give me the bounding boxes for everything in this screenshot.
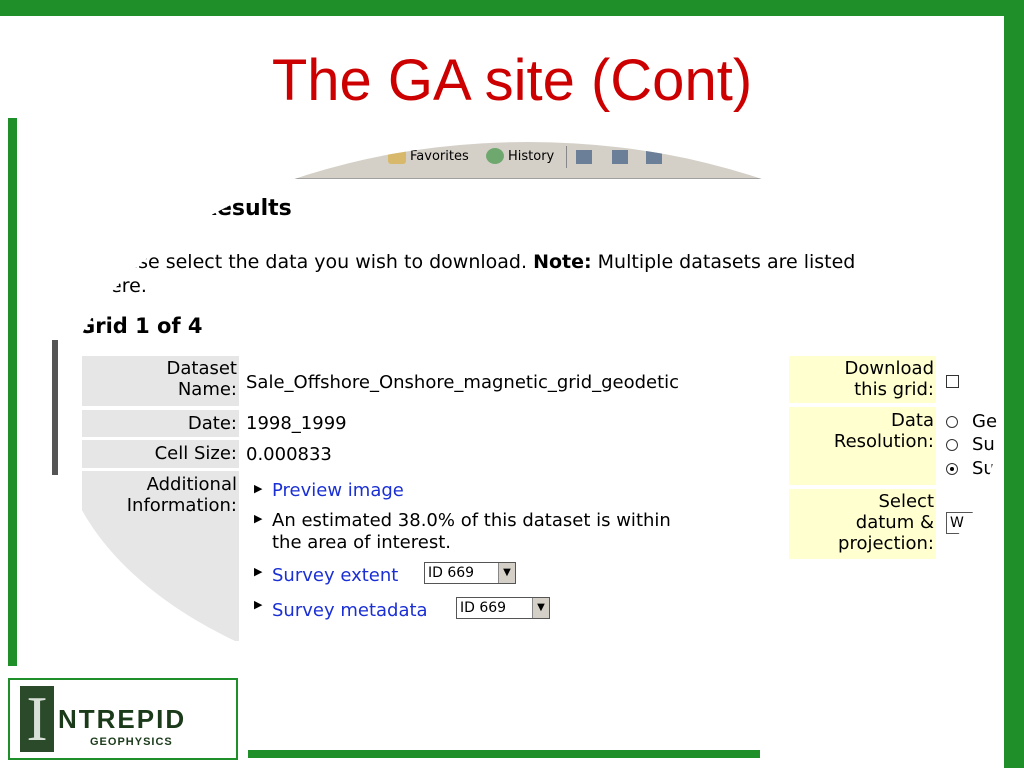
logo-letter: I [20, 686, 54, 752]
survey-extent-select[interactable]: ID 669 ▼ [424, 562, 516, 584]
survey-metadata-select[interactable]: ID 669 ▼ [456, 597, 550, 619]
history-icon [486, 148, 504, 164]
intro-prefix: Please select the data you wish to download. [98, 251, 528, 273]
dataset-name-value: Sale_Offshore_Onshore_magnetic_grid_geodetic [246, 372, 680, 393]
browser-screenshot [58, 142, 998, 702]
bullet-icon: ▶ [254, 565, 263, 578]
logo-word: NTREPID [58, 704, 187, 734]
history-button[interactable] [486, 148, 554, 164]
intro-note-label: Note: [533, 251, 592, 273]
intro-note-text: Multiple datasets are listed [597, 251, 856, 273]
history-label: History [508, 148, 555, 164]
left-green-bar [8, 118, 17, 666]
grid-heading: Grid 1 of 4 [78, 314, 203, 338]
intro-text [98, 250, 938, 298]
preview-image-link[interactable]: Preview image [272, 480, 404, 501]
bullet-icon: ▶ [254, 512, 263, 525]
print-icon[interactable] [612, 150, 628, 164]
results-heading: Results [200, 196, 292, 221]
top-green-bar [0, 0, 1024, 16]
resolution-option-3: Su [972, 458, 995, 479]
resolution-radio-2[interactable] [946, 439, 958, 451]
chevron-down-icon[interactable]: ▼ [498, 563, 515, 583]
date-label: Date: [82, 410, 239, 437]
resolution-radio-1[interactable] [946, 416, 958, 428]
estimate-line1: An estimated 38.0% of this dataset is within [272, 510, 671, 531]
datum-projection-label: Select datum & projection: [789, 489, 936, 559]
favorites-button[interactable] [388, 148, 469, 164]
resolution-radio-3[interactable] [946, 463, 958, 475]
survey-metadata-link[interactable]: Survey metadata [272, 600, 428, 621]
favorites-label: Favorites [410, 148, 469, 164]
bottom-green-bar [248, 750, 760, 758]
download-grid-label: Download this grid: [789, 356, 936, 403]
date-value: 1998_1999 [246, 413, 347, 434]
bullet-icon: ▶ [254, 598, 263, 611]
cell-size-label: Cell Size: [82, 440, 239, 468]
survey-extent-link[interactable]: Survey extent [272, 565, 399, 586]
slide-title: The GA site (Cont) [271, 48, 753, 113]
additional-info-label: Additional Information: [82, 471, 239, 641]
logo-subtitle: GEOPHYSICS [90, 736, 173, 748]
chevron-down-icon[interactable]: ▼ [532, 598, 549, 618]
resolution-option-2: Su [972, 434, 995, 455]
intrepid-logo [8, 678, 238, 760]
estimate-line2: the area of interest. [272, 532, 451, 553]
data-resolution-label: Data Resolution: [789, 407, 936, 485]
datum-projection-select[interactable]: W [946, 512, 986, 534]
toolbar-separator [566, 146, 567, 168]
download-grid-checkbox[interactable] [946, 375, 959, 388]
resolution-option-1: Ge [972, 411, 998, 432]
dataset-name-label: Dataset Name: [82, 356, 239, 406]
bullet-icon: ▶ [254, 482, 263, 495]
intro-line2: here. [98, 275, 147, 297]
favorites-icon [388, 148, 406, 164]
cell-size-value: 0.000833 [246, 444, 332, 465]
edit-icon[interactable] [646, 150, 662, 164]
mail-icon[interactable] [576, 150, 592, 164]
